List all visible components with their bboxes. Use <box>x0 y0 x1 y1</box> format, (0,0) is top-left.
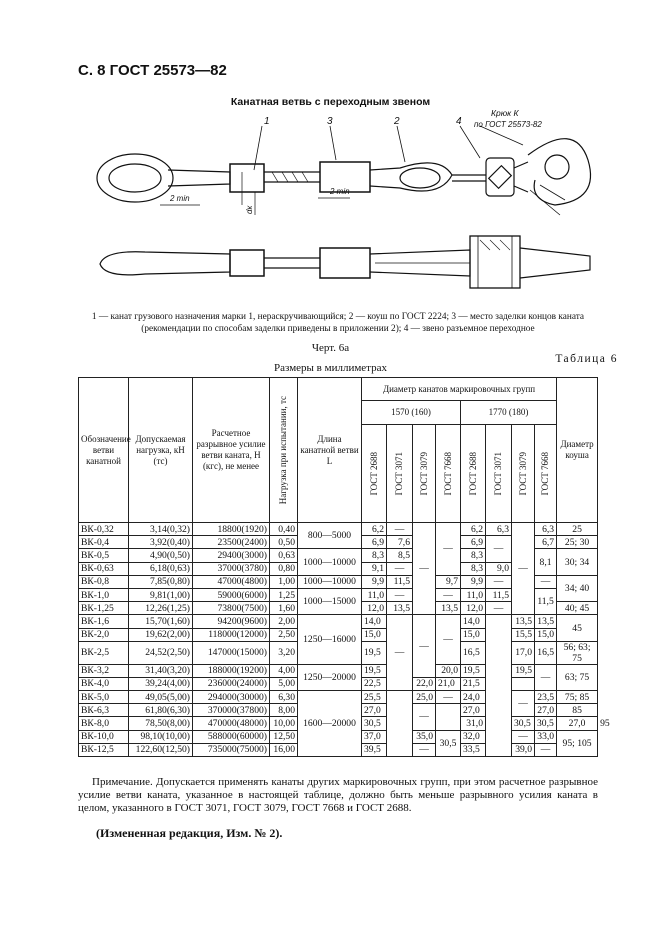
table-label: Таблица 6 <box>555 353 618 365</box>
table-row: ВК-2,5 24,52(2,50) 147000(15000) 3,20 19,5 16,5 17,0 16,5 56; 63; 75 <box>79 641 598 664</box>
table-row: ВК-12,5 122,60(12,50) 735000(75000) 16,00 39,5 — 33,5 39,0 — <box>79 743 598 756</box>
table-row: ВК-0,4 3,92(0,40) 23500(2400) 0,50 6,9 7,6 6,9 — 6,7 25; 30 <box>79 536 598 549</box>
figure-number: Черт. 6а <box>311 342 350 354</box>
header-gost-3071-a: ГОСТ 3071 <box>387 425 413 523</box>
table-row: ВК-5,0 49,05(5,00) 294000(30000) 6,30 1600—20000 25,5 25,0 — 24,0 — 23,5 75; 85 <box>79 691 598 704</box>
table-row: ВК-10,0 98,10(10,00) 588000(60000) 12,50 37,0 35,0 30,5 32,0 — 33,0 95; 105 <box>79 730 598 743</box>
header-designation: Обозначение ветви канатной <box>79 378 129 523</box>
table-note: Примечание. Допускается применять канаты других маркировочных групп, при этом расчетное разрывное усилие ветви каната, указанное в настоящей таблице, должно быть меньше разрывного усилия каната в целом, указанного в ГОСТ 3071, ГОСТ 3079, ГОСТ 7668 и ГОСТ 2688. <box>78 776 598 814</box>
table-row: ВК-8,0 78,50(8,00) 470000(48000) 10,00 30,5 31,0 30,5 30,5 27,0 95 <box>79 717 598 730</box>
units-note: Размеры в миллиметрах <box>274 362 387 374</box>
header-gost-7668-a: ГОСТ 7668 <box>436 425 461 523</box>
table-row: ВК-1,25 12,26(1,25) 73800(7500) 1,60 12,0 13,5 13,5 12,0 — 40; 45 <box>79 602 598 615</box>
table-row: ВК-0,63 6,18(0,63) 37000(3780) 0,80 9,1 — 8,3 9,0 <box>79 562 598 575</box>
revision-note: (Измененная редакция, Изм. № 2). <box>96 826 283 840</box>
table-row: ВК-1,0 9,81(1,00) 59000(6000) 1,25 1000—15000 11,0 — — 11,0 11,5 11,5 <box>79 588 598 601</box>
hook-label: Крюк К <box>491 108 519 118</box>
header-group-1570: 1570 (160) <box>362 401 461 425</box>
header-group-1770: 1770 (180) <box>461 401 557 425</box>
header-gost-3079-a: ГОСТ 3079 <box>413 425 436 523</box>
table-row: ВК-0,8 7,85(0,80) 47000(4800) 1,00 1000—10000 9,9 11,5 9,7 9,9 — — 34; 40 <box>79 575 598 588</box>
table-row: ВК-2,0 19,62(2,00) 118000(12000) 2,50 15,0 15,0 15,5 15,0 <box>79 628 598 641</box>
header-test-load: Нагрузка при испытании, тс <box>270 378 298 523</box>
drawing-title: Канатная ветвь с переходным звеном <box>230 96 431 108</box>
lower-view <box>100 236 590 288</box>
header-rope-diameter: Диаметр канатов маркировочных групп <box>362 378 557 401</box>
table-row: ВК-6,3 61,80(6,30) 370000(37800) 8,00 27,0 — 27,0 27,0 85 <box>79 704 598 717</box>
drawing-caption: 1 — канат грузового назначения марки 1, нераскручивающийся; 2 — коуш по ГОСТ 2224; 3 — место заделки концов каната (рекомендации по способам заделки приведены в приложении 2); 4 — звено разъемное переходное <box>91 312 585 334</box>
table-row: ВК-0,32 3,14(0,32) 18800(1920) 0,40 800—5000 6,2 — — — 6,2 6,3 — 6,3 25 <box>79 523 598 536</box>
dk-label: dк <box>245 205 254 214</box>
header-gost-2688-b: ГОСТ 2688 <box>461 425 486 523</box>
dim-2min-right: 2 min <box>330 187 350 196</box>
header-breaking-force: Расчетное разрывное усилие ветви каната, Н (кгс), не менее <box>193 378 270 523</box>
page-header: С. 8 ГОСТ 25573—82 <box>78 62 227 79</box>
label-3: 3 <box>327 116 333 127</box>
header-allowable-load: Допускаемая нагрузка, кН (тс) <box>129 378 193 523</box>
rope-branch-drawing <box>0 0 661 310</box>
hook-standard-label: по ГОСТ 25573-82 <box>474 120 542 129</box>
table-row: ВК-4,0 39,24(4,00) 236000(24000) 5,00 22,5 22,0 21,0 21,5 <box>79 677 598 690</box>
header-gost-3079-b: ГОСТ 3079 <box>512 425 535 523</box>
header-gost-7668-b: ГОСТ 7668 <box>535 425 557 523</box>
header-thimble-diameter: Диаметр коуша <box>557 378 598 523</box>
table-row: ВК-1,6 15,70(1,60) 94200(9600) 2,00 1250—16000 14,0 — — — 14,0 13,5 13,5 45 <box>79 615 598 628</box>
header-length: Длина канатной ветви L <box>298 378 362 523</box>
dim-2min-left: 2 min <box>170 194 190 203</box>
table-row: ВК-0,5 4,90(0,50) 29400(3000) 0,63 1000—10000 8,3 8,5 8,3 8,1 30; 34 <box>79 549 598 562</box>
header-gost-3071-b: ГОСТ 3071 <box>486 425 512 523</box>
header-gost-2688-a: ГОСТ 2688 <box>362 425 387 523</box>
upper-view <box>97 139 591 215</box>
table-6 <box>78 377 610 757</box>
label-1: 1 <box>264 116 270 127</box>
label-4: 4 <box>456 116 462 127</box>
label-2: 2 <box>394 116 400 127</box>
table-row: ВК-3,2 31,40(3,20) 188000(19200) 4,00 1250—20000 19,5 20,0 19,5 19,5 — 63; 75 <box>79 664 598 677</box>
